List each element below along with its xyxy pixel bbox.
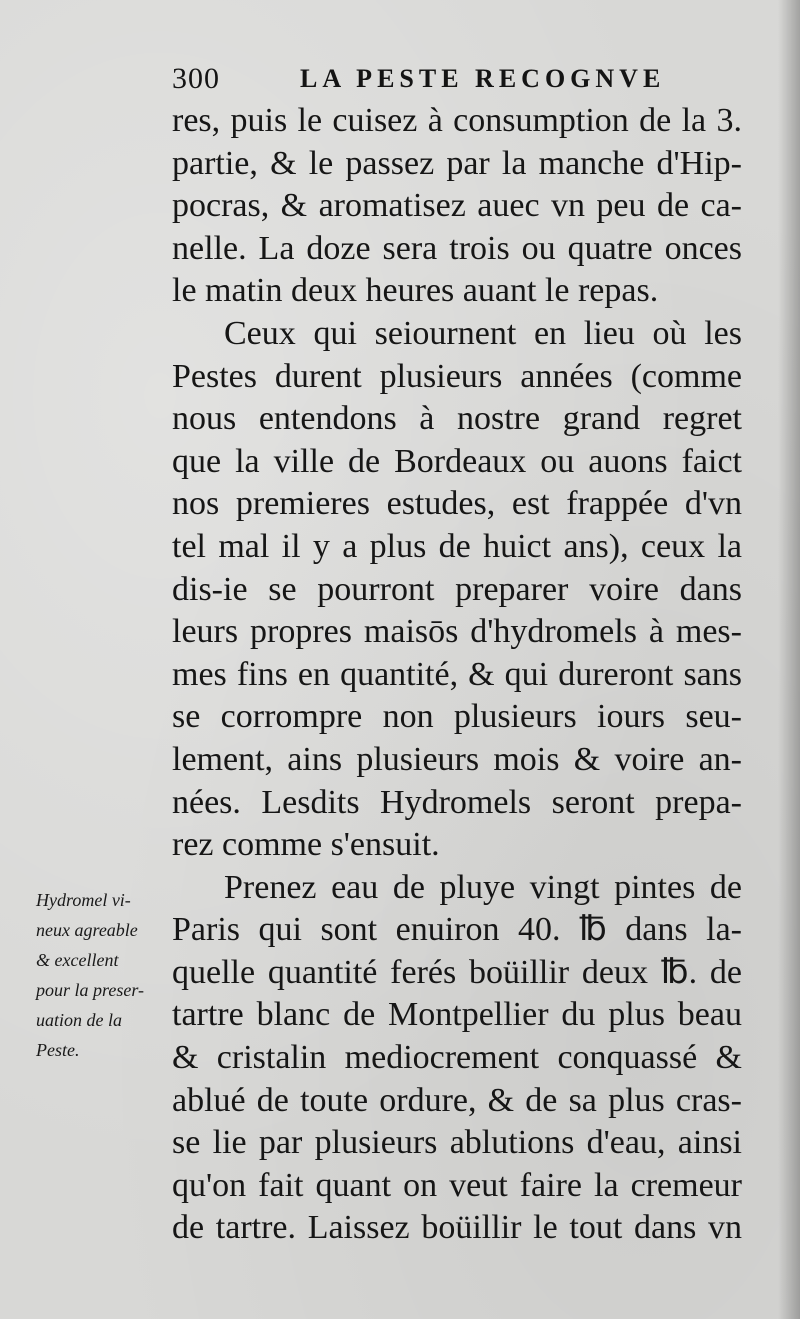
text-line: se lie par plusieurs ablutions d'eau, ainsi [172,1124,742,1162]
text-line: res, puis le cuisez à consumption de la 3. [172,102,742,139]
text-line: qu'on fait quant on veut faire la cremeur [172,1166,742,1204]
margin-note-line: uation de la [36,1010,122,1030]
margin-note-line: neux agreable [36,920,138,940]
text-line: le matin deux heures auant le repas. [172,272,659,310]
margin-note [36,885,176,1065]
text-line: partie, & le passez par la manche d'Hip- [172,144,742,182]
text-line: Pestes durent plusieurs années (comme [172,357,742,395]
margin-note-line: pour la preser- [36,980,144,1000]
body-text [172,100,742,1250]
page-header [172,62,692,102]
text-line: nées. Lesdits Hydromels seront prepa- [172,783,742,821]
text-line: Ceux qui seiournent en lieu où les [224,314,742,352]
text-line: ablué de toute ordure, & de sa plus cras- [172,1081,742,1119]
text-line: que la ville de Bordeaux ou auons faict [172,442,742,480]
text-line: quelle quantité ferés boüillir deux ℔. de [172,953,742,991]
text-line: se corrompre non plusieurs iours seu- [172,698,742,736]
text-line: pocras, & aromatisez auec vn peu de ca- [172,187,742,225]
margin-note-line: Peste. [36,1040,80,1060]
text-line: & cristalin mediocrement conquassé & [172,1039,742,1077]
text-line: leurs propres maisōs d'hydromels à mes- [172,613,742,651]
text-line: de tartre. Laissez boüillir le tout dans vn [172,1209,742,1247]
text-line: tartre blanc de Montpellier du plus beau [172,996,742,1034]
text-line: nelle. La doze sera trois ou quatre onces [172,229,742,267]
text-line: tel mal il y a plus de huict ans), ceux la [172,527,742,565]
margin-note-line: & excellent [36,950,119,970]
running-title: LA PESTE RECOGNVE [300,64,666,93]
page-edge-shadow [778,0,800,1319]
text-line: lement, ains plusieurs mois & voire an- [172,740,742,778]
text-line: nos premieres estudes, est frappée d'vn [172,485,742,523]
margin-note-line: Hydromel vi- [36,890,131,910]
page-number: 300 [172,62,220,95]
text-line: nous entendons à nostre grand regret [172,400,742,438]
text-line: dis-ie se pourront preparer voire dans [172,570,742,608]
text-line: Prenez eau de pluye vingt pintes de [224,868,742,906]
text-line: mes fins en quantité, & qui dureront sans [172,655,742,693]
text-line: Paris qui sont enuiron 40. ℔ dans la- [172,911,742,949]
text-line: rez comme s'ensuit. [172,826,440,864]
